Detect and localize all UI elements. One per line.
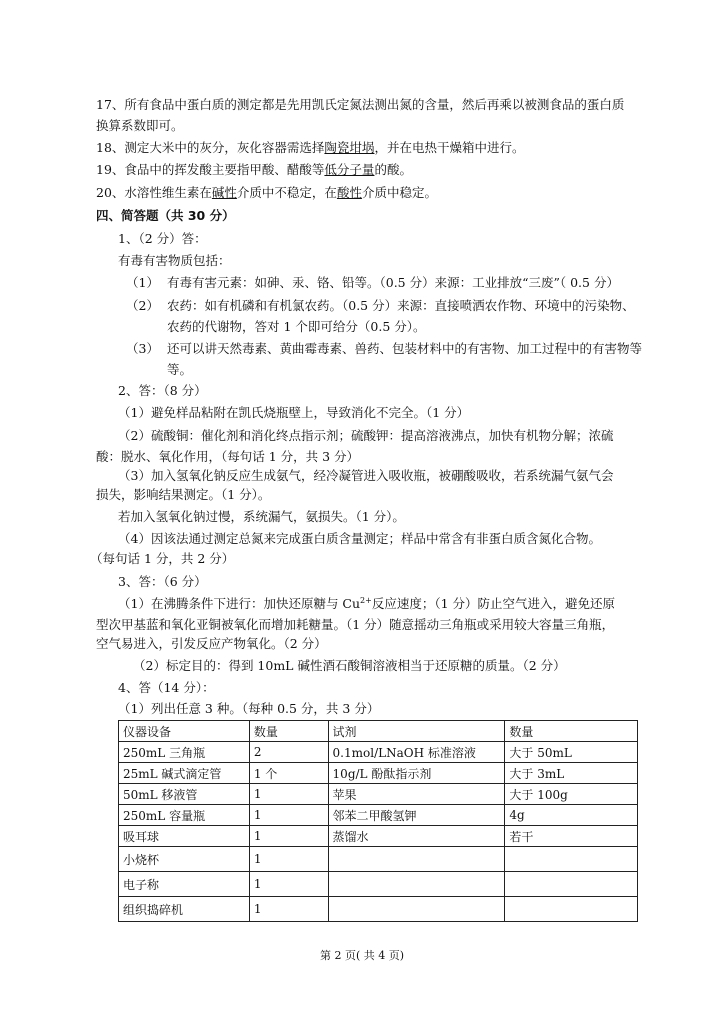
answer-2-p3-cont: 损失，影响结果测定。（1 分）。 bbox=[96, 487, 271, 502]
item-number: （1） bbox=[126, 275, 159, 290]
section-heading: 四、简答题（共 30 分） bbox=[96, 208, 235, 223]
table-cell: 25mL 碱式滴定管 bbox=[119, 763, 250, 784]
item-text: 农药：如有机磷和有机氯农药。（0.5 分）来源：直接喷洒农作物、环境中的污染物、 bbox=[167, 298, 635, 313]
item-20 bbox=[96, 185, 437, 201]
table-cell: 0.1mol/LNaOH 标准溶液 bbox=[328, 742, 505, 763]
table-cell: 小烧杯 bbox=[119, 847, 250, 872]
table-cell: 电子称 bbox=[119, 872, 250, 897]
table-cell: 250mL 三角瓶 bbox=[119, 742, 250, 763]
item-17-line2: 换算系数即可。 bbox=[96, 118, 184, 133]
item-20-text: 20、水溶性维生素在 bbox=[96, 185, 212, 200]
table-header-cell: 数量 bbox=[249, 721, 328, 742]
table-cell bbox=[505, 897, 638, 922]
table-row bbox=[119, 847, 638, 872]
table-cell: 组织捣碎机 bbox=[119, 897, 250, 922]
answer-2-p3: （3）加入氢氧化钠反应生成氨气，经冷凝管进入吸收瓶，被硼酸吸收，若系统漏气氨气会 bbox=[118, 468, 614, 483]
table-cell: 4g bbox=[505, 805, 638, 826]
table-cell: 苹果 bbox=[328, 784, 505, 805]
item-17-line1: 17、所有食品中蛋白质的测定都是先用凯氏定氮法测出氮的含量，然后再乘以被测食品的蛋白质 bbox=[96, 97, 625, 112]
answer-2-p3-extra: 若加入氢氧化钠过慢，系统漏气，氨损失。（1 分）。 bbox=[118, 509, 405, 524]
table-cell: 邻苯二甲酸氢钾 bbox=[328, 805, 505, 826]
table-cell: 250mL 容量瓶 bbox=[119, 805, 250, 826]
table-row bbox=[119, 742, 638, 763]
table-cell: 1 个 bbox=[249, 763, 328, 784]
table-row bbox=[119, 784, 638, 805]
item-18 bbox=[96, 140, 524, 156]
table-cell bbox=[328, 872, 505, 897]
answer-2-p2: （2）硫酸铜：催化剂和消化终点指示剂；硫酸钾：提高溶液沸点，加快有机物分解；浓硫 bbox=[118, 428, 614, 443]
item-18-underlined: 陶瓷坩埚 bbox=[324, 140, 375, 155]
table-header-row bbox=[119, 721, 638, 742]
superscript: 2+ bbox=[360, 595, 372, 605]
table-header-cell: 数量 bbox=[505, 721, 638, 742]
table-cell: 蒸馏水 bbox=[328, 826, 505, 847]
answer-3-p1-text-end: 反应速度；（1 分）防止空气进入，避免还原 bbox=[371, 596, 616, 611]
table-cell: 10g/L 酚酞指示剂 bbox=[328, 763, 505, 784]
page-footer: 第 2 页( 共 4 页) bbox=[319, 949, 405, 962]
item-19-underlined: 低分子量 bbox=[324, 162, 375, 177]
table-cell bbox=[505, 872, 638, 897]
item-20-text-mid: 介质中不稳定，在 bbox=[236, 185, 337, 200]
answer-2-p2-cont: 酸：脱水、氧化作用，（每句话 1 分，共 3 分） bbox=[96, 449, 360, 464]
table-row bbox=[119, 805, 638, 826]
item-18-text-end: ，并在电热干燥箱中进行。 bbox=[374, 140, 525, 155]
table-row bbox=[119, 897, 638, 922]
table-cell bbox=[328, 897, 505, 922]
answer-3-p1 bbox=[118, 596, 615, 612]
table-row bbox=[119, 872, 638, 897]
answer-1-item-2-cont: 农药的代谢物，答对 1 个即可给分（0.5 分）。 bbox=[167, 319, 426, 334]
answer-2-p4: （4）因该法通过测定总氮来完成蛋白质含量测定；样品中常含有非蛋白质含氮化合物。 bbox=[118, 531, 601, 546]
table-cell: 1 bbox=[249, 784, 328, 805]
answer-1-head: 1、（2 分）答： bbox=[118, 231, 207, 246]
table-row bbox=[119, 826, 638, 847]
item-20-text-end: 介质中稳定。 bbox=[361, 185, 437, 200]
table-cell: 大于 50mL bbox=[505, 742, 638, 763]
table-cell: 1 bbox=[249, 826, 328, 847]
item-number: （3） bbox=[126, 341, 159, 356]
answer-3-head: 3、答：（6 分） bbox=[118, 574, 207, 589]
table-cell bbox=[328, 847, 505, 872]
item-text: 还可以讲天然毒素、黄曲霉毒素、兽药、包装材料中的有害物、加工过程中的有害物等 bbox=[167, 341, 643, 356]
table-cell: 1 bbox=[249, 805, 328, 826]
table-header-cell: 试剂 bbox=[328, 721, 505, 742]
item-number: （2） bbox=[126, 298, 159, 313]
answer-4-p1: （1）列出任意 3 种。（每种 0.5 分，共 3 分） bbox=[118, 701, 380, 716]
table-header-cell: 仪器设备 bbox=[119, 721, 250, 742]
table-cell: 50mL 移液管 bbox=[119, 784, 250, 805]
table-cell: 1 bbox=[249, 897, 328, 922]
table-cell bbox=[505, 847, 638, 872]
table-cell: 大于 100g bbox=[505, 784, 638, 805]
answer-3-p1-cont1: 型次甲基蓝和氧化亚铜被氧化而增加耗糖量。（1 分）随意摇动三角瓶或采用较大容量三角瓶， bbox=[96, 617, 615, 632]
answer-3-p2: （2）标定目的：得到 10mL 碱性酒石酸铜溶液相当于还原糖的质量。（2 分） bbox=[133, 658, 566, 673]
item-20-underlined-2: 酸性 bbox=[336, 185, 362, 200]
answer-1-intro: 有毒有害物质包括： bbox=[118, 253, 231, 268]
equipment-table bbox=[118, 720, 638, 922]
answer-4-head: 4、答（14 分）： bbox=[118, 680, 215, 695]
table-cell: 1 bbox=[249, 847, 328, 872]
answer-2-p4-cont: （每句话 1 分，共 2 分） bbox=[90, 551, 235, 566]
item-18-text: 18、测定大米中的灰分，灰化容器需选择 bbox=[96, 140, 325, 155]
table-cell: 若干 bbox=[505, 826, 638, 847]
table-cell: 2 bbox=[249, 742, 328, 763]
answer-1-item-3-cont: 等。 bbox=[167, 362, 193, 377]
answer-3-p1-text: （1）在沸腾条件下进行：加快还原糖与 Cu bbox=[118, 596, 361, 611]
item-text: 有毒有害元素：如砷、汞、铬、铅等。（0.5 分）来源：工业排放“三废”（ 0.5 分） bbox=[167, 275, 619, 290]
item-20-underlined-1: 碱性 bbox=[211, 185, 237, 200]
item-19 bbox=[96, 162, 412, 178]
table-cell: 1 bbox=[249, 872, 328, 897]
table-row bbox=[119, 763, 638, 784]
item-19-text: 19、食品中的挥发酸主要指甲酸、醋酸等 bbox=[96, 162, 325, 177]
answer-3-p1-cont2: 空气易进入，引发反应产物氧化。（2 分） bbox=[96, 636, 327, 651]
table-cell: 大于 3mL bbox=[505, 763, 638, 784]
answer-2-head: 2、答：（8 分） bbox=[118, 383, 207, 398]
answer-2-p1: （1）避免样品粘附在凯氏烧瓶壁上，导致消化不完全。（1 分） bbox=[118, 405, 470, 420]
item-19-text-end: 的酸。 bbox=[374, 162, 412, 177]
table-cell: 吸耳球 bbox=[119, 826, 250, 847]
